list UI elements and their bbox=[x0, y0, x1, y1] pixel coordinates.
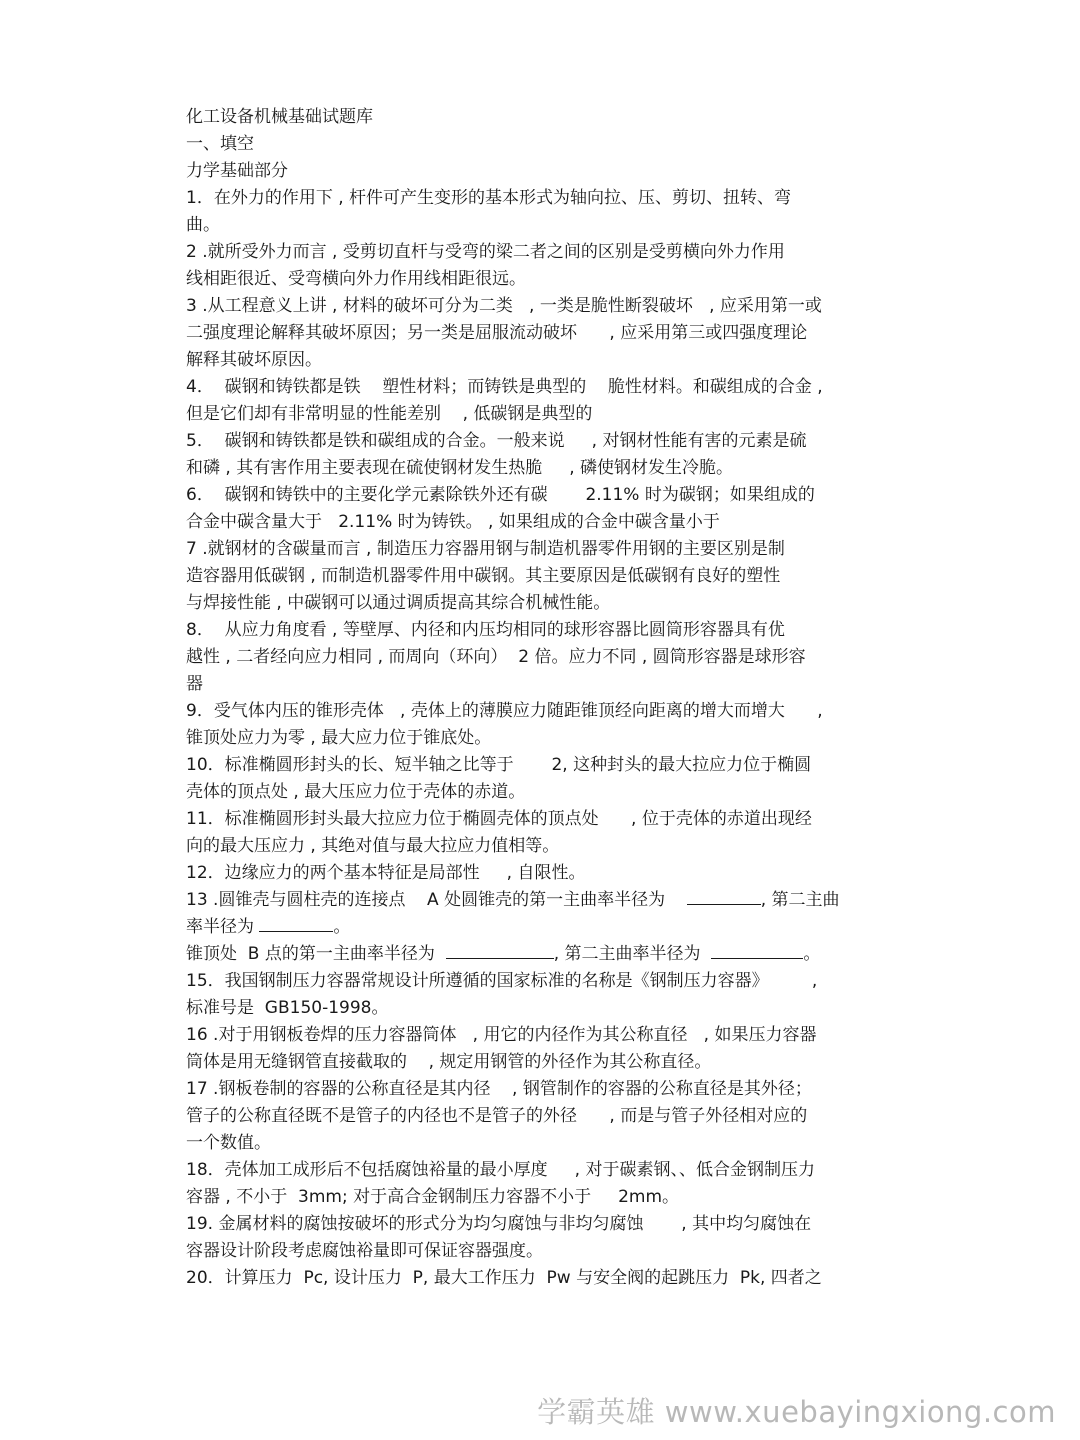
section-heading: 一、填空 bbox=[186, 134, 254, 154]
body-text-line: 19. 金属材料的腐蚀按破坏的形式分为均匀腐蚀与非均匀腐蚀 , 其中均匀腐蚀在 bbox=[186, 1214, 812, 1234]
site-watermark: 学霸英雄 www.xuebayingxiong.com bbox=[537, 1395, 1056, 1429]
body-text-line: 18．壳体加工成形后不包括腐蚀裕量的最小厚度 , 对于碳素钢、、低合金钢制压力 bbox=[186, 1160, 815, 1180]
body-text-line: 容器 , 不小于 3mm; 对于高合金钢制压力容器不小于 2mm。 bbox=[186, 1187, 680, 1207]
q13-line-3: 锥顶处 B 点的第一主曲率半径为 , 第二主曲率半径为 。 bbox=[186, 941, 898, 968]
q13-line-1: 13 .圆锥壳与圆柱壳的连接点 A 处圆锥壳的第一主曲率半径为 , 第二主曲 bbox=[186, 887, 898, 914]
text-block-1 bbox=[186, 185, 898, 887]
body-text-line: 16 .对于用钢板卷焊的压力容器筒体 , 用它的内径作为其公称直径 , 如果压力容器 bbox=[186, 1025, 817, 1045]
body-text-line: 7 .就钢材的含碳量而言 , 制造压力容器用钢与制造机器零件用钢的主要区别是制 bbox=[186, 539, 785, 559]
text-block-2 bbox=[186, 968, 898, 1292]
body-text-line: 10．标准椭圆形封头的长、短半轴之比等于 2, 这种封头的最大拉应力位于椭圆 bbox=[186, 755, 812, 775]
document-body bbox=[186, 104, 898, 1292]
body-text-line: 12．边缘应力的两个基本特征是局部性 , 自限性。 bbox=[186, 863, 586, 883]
body-text-line: 线相距很近、受弯横向外力作用线相距很远。 bbox=[186, 269, 526, 289]
body-text-line: 11．标准椭圆形封头最大拉应力位于椭圆壳体的顶点处 , 位于壳体的赤道出现经 bbox=[186, 809, 812, 829]
document-title: 化工设备机械基础试题库 bbox=[186, 107, 373, 127]
body-text-line: 20．计算压力 Pc, 设计压力 P, 最大工作压力 Pw 与安全阀的起跳压力 Pk, 四者之 bbox=[186, 1268, 822, 1288]
answer-blank[interactable] bbox=[259, 914, 333, 932]
body-text-line: 解释其破坏原因。 bbox=[186, 350, 322, 370]
body-text-line: 合金中碳含量大于 2.11% 时为铸铁。 , 如果组成的合金中碳含量小于 bbox=[186, 512, 720, 532]
body-text-line: 8． 从应力角度看 , 等壁厚、内径和内压均相同的球形容器比圆筒形容器具有优 bbox=[186, 620, 785, 640]
body-text-line: 标准号是 GB150-1998。 bbox=[186, 998, 389, 1018]
body-text-line: 15．我国钢制压力容器常规设计所遵循的国家标准的名称是《钢制压力容器》 , bbox=[186, 971, 818, 991]
body-text-line: 壳体的顶点处 , 最大压应力位于壳体的赤道。 bbox=[186, 782, 526, 802]
body-text-line: 锥顶处应力为零 , 最大应力位于锥底处。 bbox=[186, 728, 492, 748]
body-text-line: 17 .钢板卷制的容器的公称直径是其内径 , 钢管制作的容器的公称直径是其外径； bbox=[186, 1079, 812, 1099]
q13-line-2: 率半径为 。 bbox=[186, 914, 898, 941]
body-text-line: 6． 碳钢和铸铁中的主要化学元素除铁外还有碳 2.11% 时为碳钢；如果组成的 bbox=[186, 485, 815, 505]
body-text-line: 5． 碳钢和铸铁都是铁和碳组成的合金。一般来说 , 对钢材性能有害的元素是硫 bbox=[186, 431, 807, 451]
body-text-line: 管子的公称直径既不是管子的内径也不是管子的外径 , 而是与管子外径相对应的 bbox=[186, 1106, 808, 1126]
answer-blank[interactable] bbox=[687, 887, 761, 905]
body-text-line: 与焊接性能 , 中碳钢可以通过调质提高其综合机械性能。 bbox=[186, 593, 611, 613]
body-text-line: 造容器用低碳钢 , 而制造机器零件用中碳钢。其主要原因是低碳钢有良好的塑性 bbox=[186, 566, 781, 586]
body-text-line: 容器设计阶段考虑腐蚀裕量即可保证容器强度。 bbox=[186, 1241, 543, 1261]
answer-blank[interactable] bbox=[446, 941, 554, 959]
body-text-line: 越性 , 二者经向应力相同 , 而周向（环向） 2 倍。应力不同 , 圆筒形容器是球形容 bbox=[186, 647, 806, 667]
body-text-line: 4． 碳钢和铸铁都是铁 塑性材料；而铸铁是典型的 脆性材料。和碳组成的合金 , bbox=[186, 377, 823, 397]
answer-blank[interactable] bbox=[711, 941, 803, 959]
body-text-line: 2 .就所受外力而言 , 受剪切直杆与受弯的梁二者之间的区别是受剪横向外力作用 bbox=[186, 242, 785, 262]
body-text-line: 器 bbox=[186, 674, 203, 694]
body-text-line: 9．受气体内压的锥形壳体 , 壳体上的薄膜应力随距锥顶经向距离的增大而增大 , bbox=[186, 701, 823, 721]
body-text-line: 但是它们却有非常明显的性能差别 , 低碳钢是典型的 bbox=[186, 404, 593, 424]
subsection-heading: 力学基础部分 bbox=[186, 161, 288, 181]
body-text-line: 3 .从工程意义上讲 , 材料的破坏可分为二类 , 一类是脆性断裂破坏 , 应采用第一或 bbox=[186, 296, 822, 316]
body-text-line: 1．在外力的作用下 , 杆件可产生变形的基本形式为轴向拉、压、剪切、扭转、弯 bbox=[186, 188, 792, 208]
body-text-line: 和磷 , 其有害作用主要表现在硫使钢材发生热脆 , 磷使钢材发生冷脆。 bbox=[186, 458, 734, 478]
body-text-line: 向的最大压应力 , 其绝对值与最大拉应力值相等。 bbox=[186, 836, 560, 856]
body-text-line: 筒体是用无缝钢管直接截取的 , 规定用钢管的外径作为其公称直径。 bbox=[186, 1052, 712, 1072]
body-text-line: 二强度理论解释其破坏原因；另一类是屈服流动破坏 , 应采用第三或四强度理论 bbox=[186, 323, 808, 343]
body-text-line: 曲。 bbox=[186, 215, 220, 235]
body-text-line: 一个数值。 bbox=[186, 1133, 271, 1153]
